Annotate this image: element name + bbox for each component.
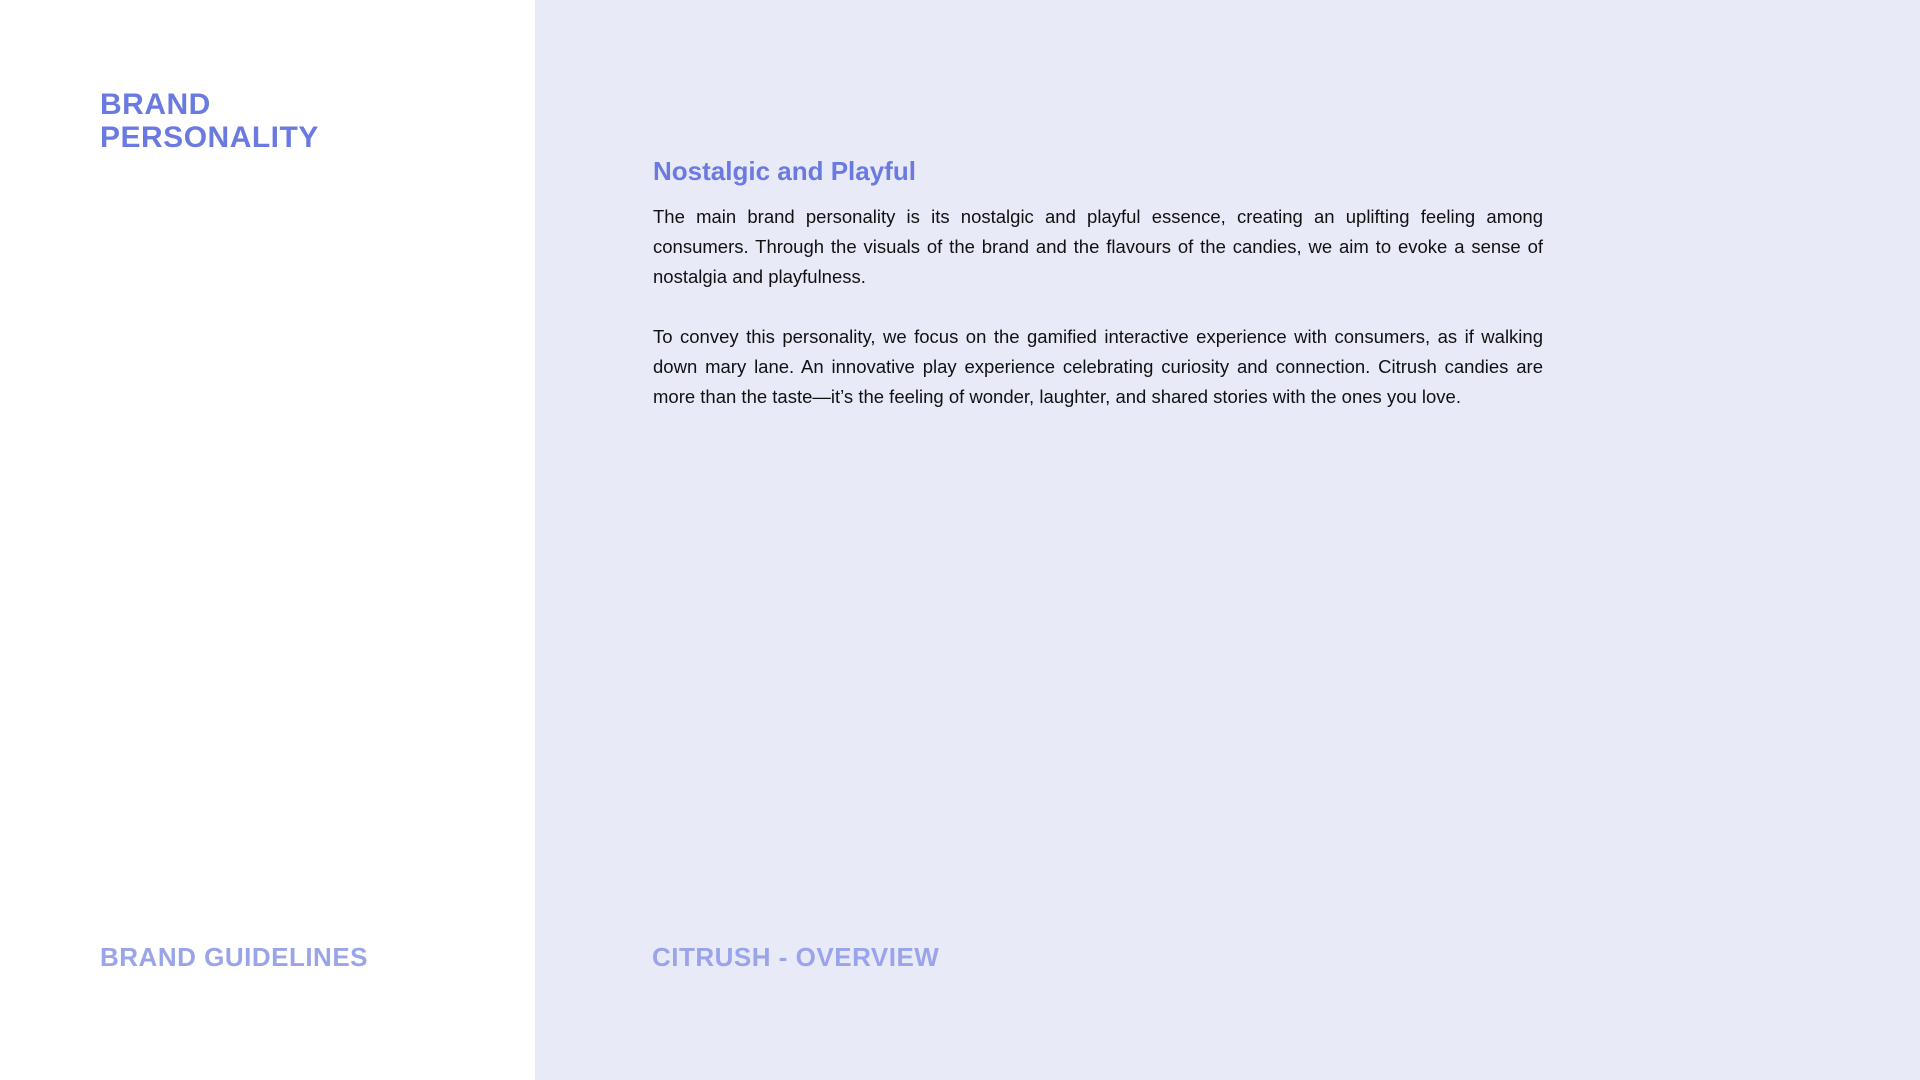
footer-brand-guidelines: BRAND GUIDELINES: [100, 942, 369, 972]
content-heading: Nostalgic and Playful: [653, 156, 916, 186]
content-paragraph-2: To convey this personality, we focus on the gamified interactive experience with consumers, as if walking down mary lane. An innovative play experience celebrating curiosity and connection. Citrush candies are more than the taste—it’s the feeling of wonder, laughter, and shared stories with the ones you love.: [653, 326, 1543, 407]
footer-citrush-overview: CITRUSH - OVERVIEW: [652, 942, 940, 972]
section-title: [100, 88, 319, 154]
section-title-line-2: PERSONALITY: [100, 121, 319, 154]
content-block: [653, 154, 1543, 442]
section-title-line-1: BRAND: [100, 88, 211, 121]
left-panel: [0, 0, 535, 1080]
content-paragraph-1: The main brand personality is its nostalgic and playful essence, creating an uplifting feeling among consumers. Through the visuals of the brand and the flavours of the candies, we aim to evoke a sense of nostalgia and playfulness.: [653, 206, 1543, 287]
